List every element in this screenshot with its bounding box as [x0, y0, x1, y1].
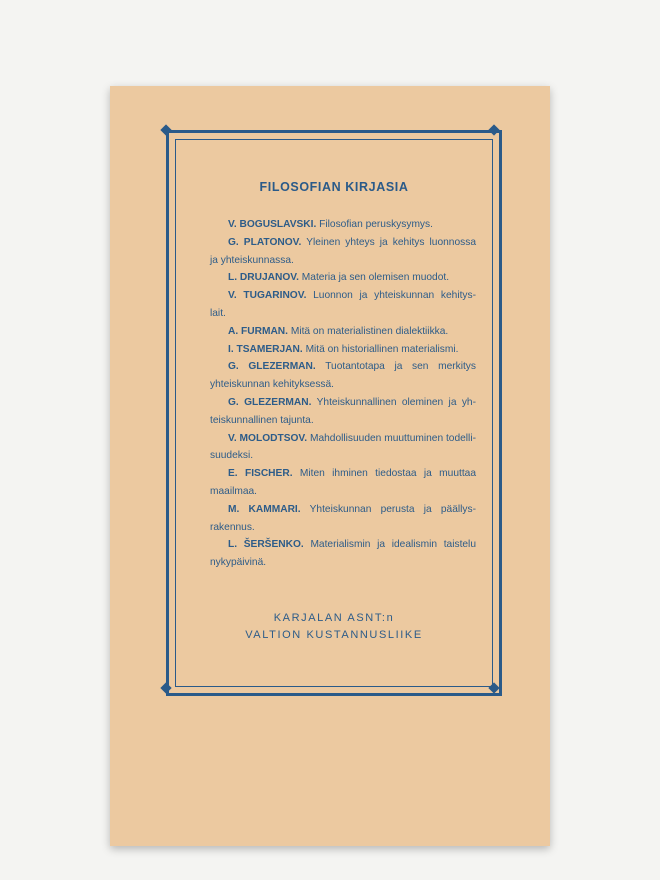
entry-title-continued: ja yhteiskunnassa.: [210, 254, 294, 266]
list-item: [210, 465, 476, 501]
entry-title-continued: suudeksi.: [210, 450, 254, 462]
entry-author: V. TUGARINOV.: [228, 290, 307, 302]
entry-author: G. GLEZERMAN.: [228, 396, 312, 408]
entry-title-continued: lait.: [210, 307, 226, 319]
list-item: [210, 394, 476, 430]
entry-author: I. TSAMERJAN.: [228, 343, 303, 355]
list-item: [210, 234, 476, 270]
list-item: [210, 430, 476, 466]
entry-author: V. BOGUSLAVSKI.: [228, 219, 317, 230]
publisher-line-2: VALTION KUSTANNUSLIIKE: [245, 629, 423, 641]
entry-title: Miten ihminen tiedostaa ja muuttaa: [299, 468, 476, 480]
entry-author: L. ŠERŠENKO.: [228, 539, 304, 551]
entry-author: M. KAMMARI.: [228, 503, 301, 515]
entry-author: G. PLATONOV.: [228, 236, 302, 248]
entry-title: Materia ja sen olemisen muodot.: [301, 272, 450, 284]
entry-title-continued: nykypäivinä.: [210, 557, 267, 569]
entry-title: Mitä on materialistinen dialektiikka.: [290, 325, 449, 337]
entry-author: V. MOLODTSOV.: [228, 432, 308, 444]
entry-title: Mitä on historiallinen materialismi.: [305, 343, 459, 355]
book-list: [210, 216, 476, 572]
entry-title: Tuotantotapa ja sen merkitys: [325, 361, 476, 373]
list-item: [210, 536, 476, 572]
entry-title: Mahdollisuuden muuttuminen todelli-: [309, 432, 476, 444]
publisher-line-1: KARJALAN ASNT:n: [273, 612, 395, 624]
entry-author: E. FISCHER.: [228, 468, 293, 480]
list-item: [220, 323, 476, 341]
entry-title: Filosofian peruskysymys.: [319, 219, 433, 230]
list-item: [220, 341, 476, 359]
publisher-imprint: [175, 610, 493, 644]
list-item: [210, 501, 476, 537]
entry-title: Yhteiskunnallinen oleminen ja yh-: [316, 396, 476, 408]
list-item: [220, 269, 476, 287]
entry-title-continued: rakennus.: [210, 521, 255, 533]
entry-title: Materialismin ja idealismin taistelu: [310, 539, 476, 551]
entry-title: Luonnon ja yhteiskunnan kehitys-: [313, 290, 476, 302]
entry-title-continued: teiskunnallinen tajunta.: [210, 414, 314, 426]
list-item: [210, 287, 476, 323]
entry-title: Yhteiskunnan perusta ja päällys-: [309, 503, 476, 515]
list-item: [220, 216, 476, 234]
entry-title-continued: yhteiskunnan kehityksessä.: [210, 379, 335, 391]
entry-title-continued: maailmaa.: [210, 485, 257, 497]
page-title: FILOSOFIAN KIRJASIA: [259, 180, 409, 194]
entry-title: Yleinen yhteys ja kehitys luonnossa: [306, 236, 476, 248]
entry-author: G. GLEZERMAN.: [228, 361, 316, 373]
entry-author: L. DRUJANOV.: [228, 272, 299, 284]
entry-author: A. FURMAN.: [228, 325, 288, 337]
list-item: [210, 358, 476, 394]
